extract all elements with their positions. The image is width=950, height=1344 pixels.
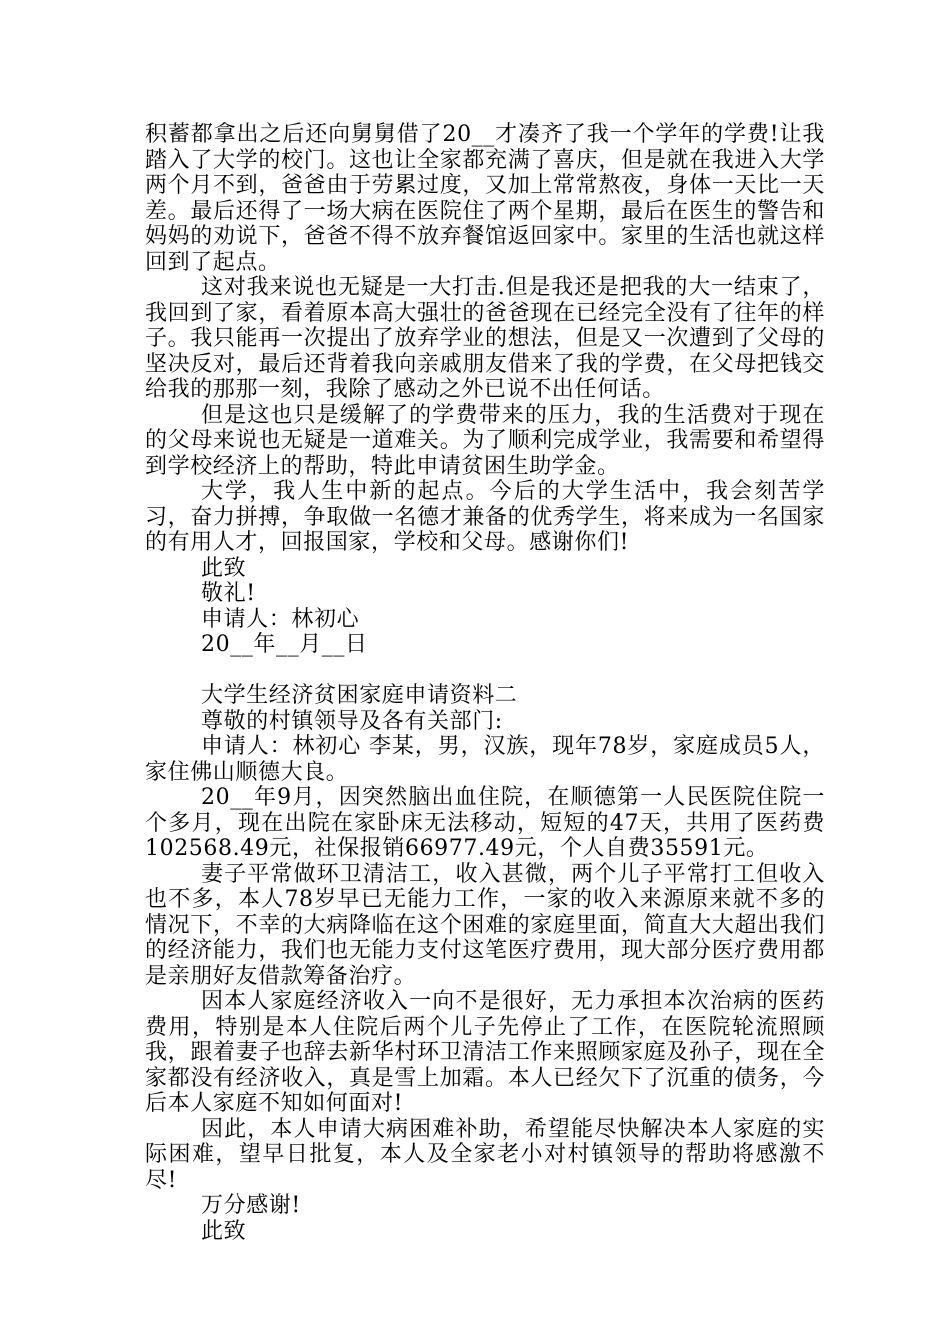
spacer bbox=[145, 658, 825, 684]
paragraph-continued: 积蓄都拿出之后还向舅舅借了20__才凑齐了我一个学年的学费!让我踏入了大学的校门。这也让全家都充满了喜庆，但是就在我进入大学两个月不到，爸爸由于劳累过度，又加上常常熬夜，身体一天比一天差。最后还得了一场大病在医院住了两个星期，最后在医生的警告和妈妈的劝说下，爸爸不得不放弃餐馆返回家中。家里的生活也就这样回到了起点。 bbox=[145, 122, 825, 275]
paragraph: 妻子平常做环卫清洁工，收入甚微，两个儿子平常打工但收入也不多，本人78岁早已无能力工作，一家的收入来源原来就不多的情况下，不幸的大病降临在这个困难的家庭里面，简直大大超出我们的经济能力，我们也无能力支付这笔医疗费用，现大部分医疗费用都是亲朋好友借款筹备治疗。 bbox=[145, 861, 825, 989]
paragraph: 因本人家庭经济收入一向不是很好，无力承担本次治病的医药费用，特别是本人住院后两个儿子先停止了工作，在医院轮流照顾我，跟着妻子也辞去新华村环卫清洁工作来照顾家庭及孙子，现在全家都没有经济收入，真是雪上加霜。本人已经欠下了沉重的债务，今后本人家庭不知如何面对! bbox=[145, 989, 825, 1116]
letter-date: 20__年__月__日 bbox=[201, 632, 368, 657]
paragraph: 这对我来说也无疑是一大打击.但是我还是把我的大一结束了，我回到了家，看着原本高大强壮的爸爸现在已经完全没有了往年的样子。我只能再一次提出了放弃学业的想法，但是又一次遭到了父母的坚决反对，最后还背着我向亲戚朋友借来了我的学费，在父母把钱交给我的那那一刻，我除了感动之外已说不出任何话。 bbox=[145, 275, 825, 402]
paragraph: 因此，本人申请大病困难补助，希望能尽快解决本人家庭的实际困难，望早日批复，本人及全家老小对村镇领导的帮助将感激不尽! bbox=[145, 1116, 825, 1193]
paragraph: 大学，我人生中新的起点。今后的大学生活中，我会刻苦学习，奋力拼搏，争取做一名德才兼备的优秀学生，将来成为一名国家的有用人才，回报国家，学校和父母。感谢你们! bbox=[145, 479, 825, 555]
applicant-signature: 申请人：林初心 bbox=[201, 606, 360, 632]
section-title: 大学生经济贫困家庭申请资料二 bbox=[201, 683, 518, 708]
paragraph: 申请人：林初心 李某，男，汉族，现年78岁，家庭成员5人，家住佛山顺德大良。 bbox=[145, 734, 825, 785]
closing-thanks: 万分感谢! bbox=[201, 1193, 301, 1218]
letter-greeting: 尊敬的村镇领导及各有关部门: bbox=[201, 708, 503, 734]
closing-salutation: 此致 bbox=[201, 555, 247, 581]
paragraph: 20__年9月，因突然脑出血住院，在顺德第一人民医院住院一个多月，现在出院在家卧床无法移动，短短的47天，共用了医药费102568.49元，社保报销66977.49元，个人自费35591元。 bbox=[145, 785, 825, 861]
closing-salutation: 此致 bbox=[201, 1218, 247, 1244]
paragraph: 但是这也只是缓解了的学费带来的压力，我的生活费对于现在的父母来说也无疑是一道难关。为了顺利完成学业，我需要和希望得到学校经济上的帮助，特此申请贫困生助学金。 bbox=[145, 402, 825, 479]
document-body bbox=[145, 122, 825, 1244]
closing-regards: 敬礼! bbox=[201, 581, 256, 606]
